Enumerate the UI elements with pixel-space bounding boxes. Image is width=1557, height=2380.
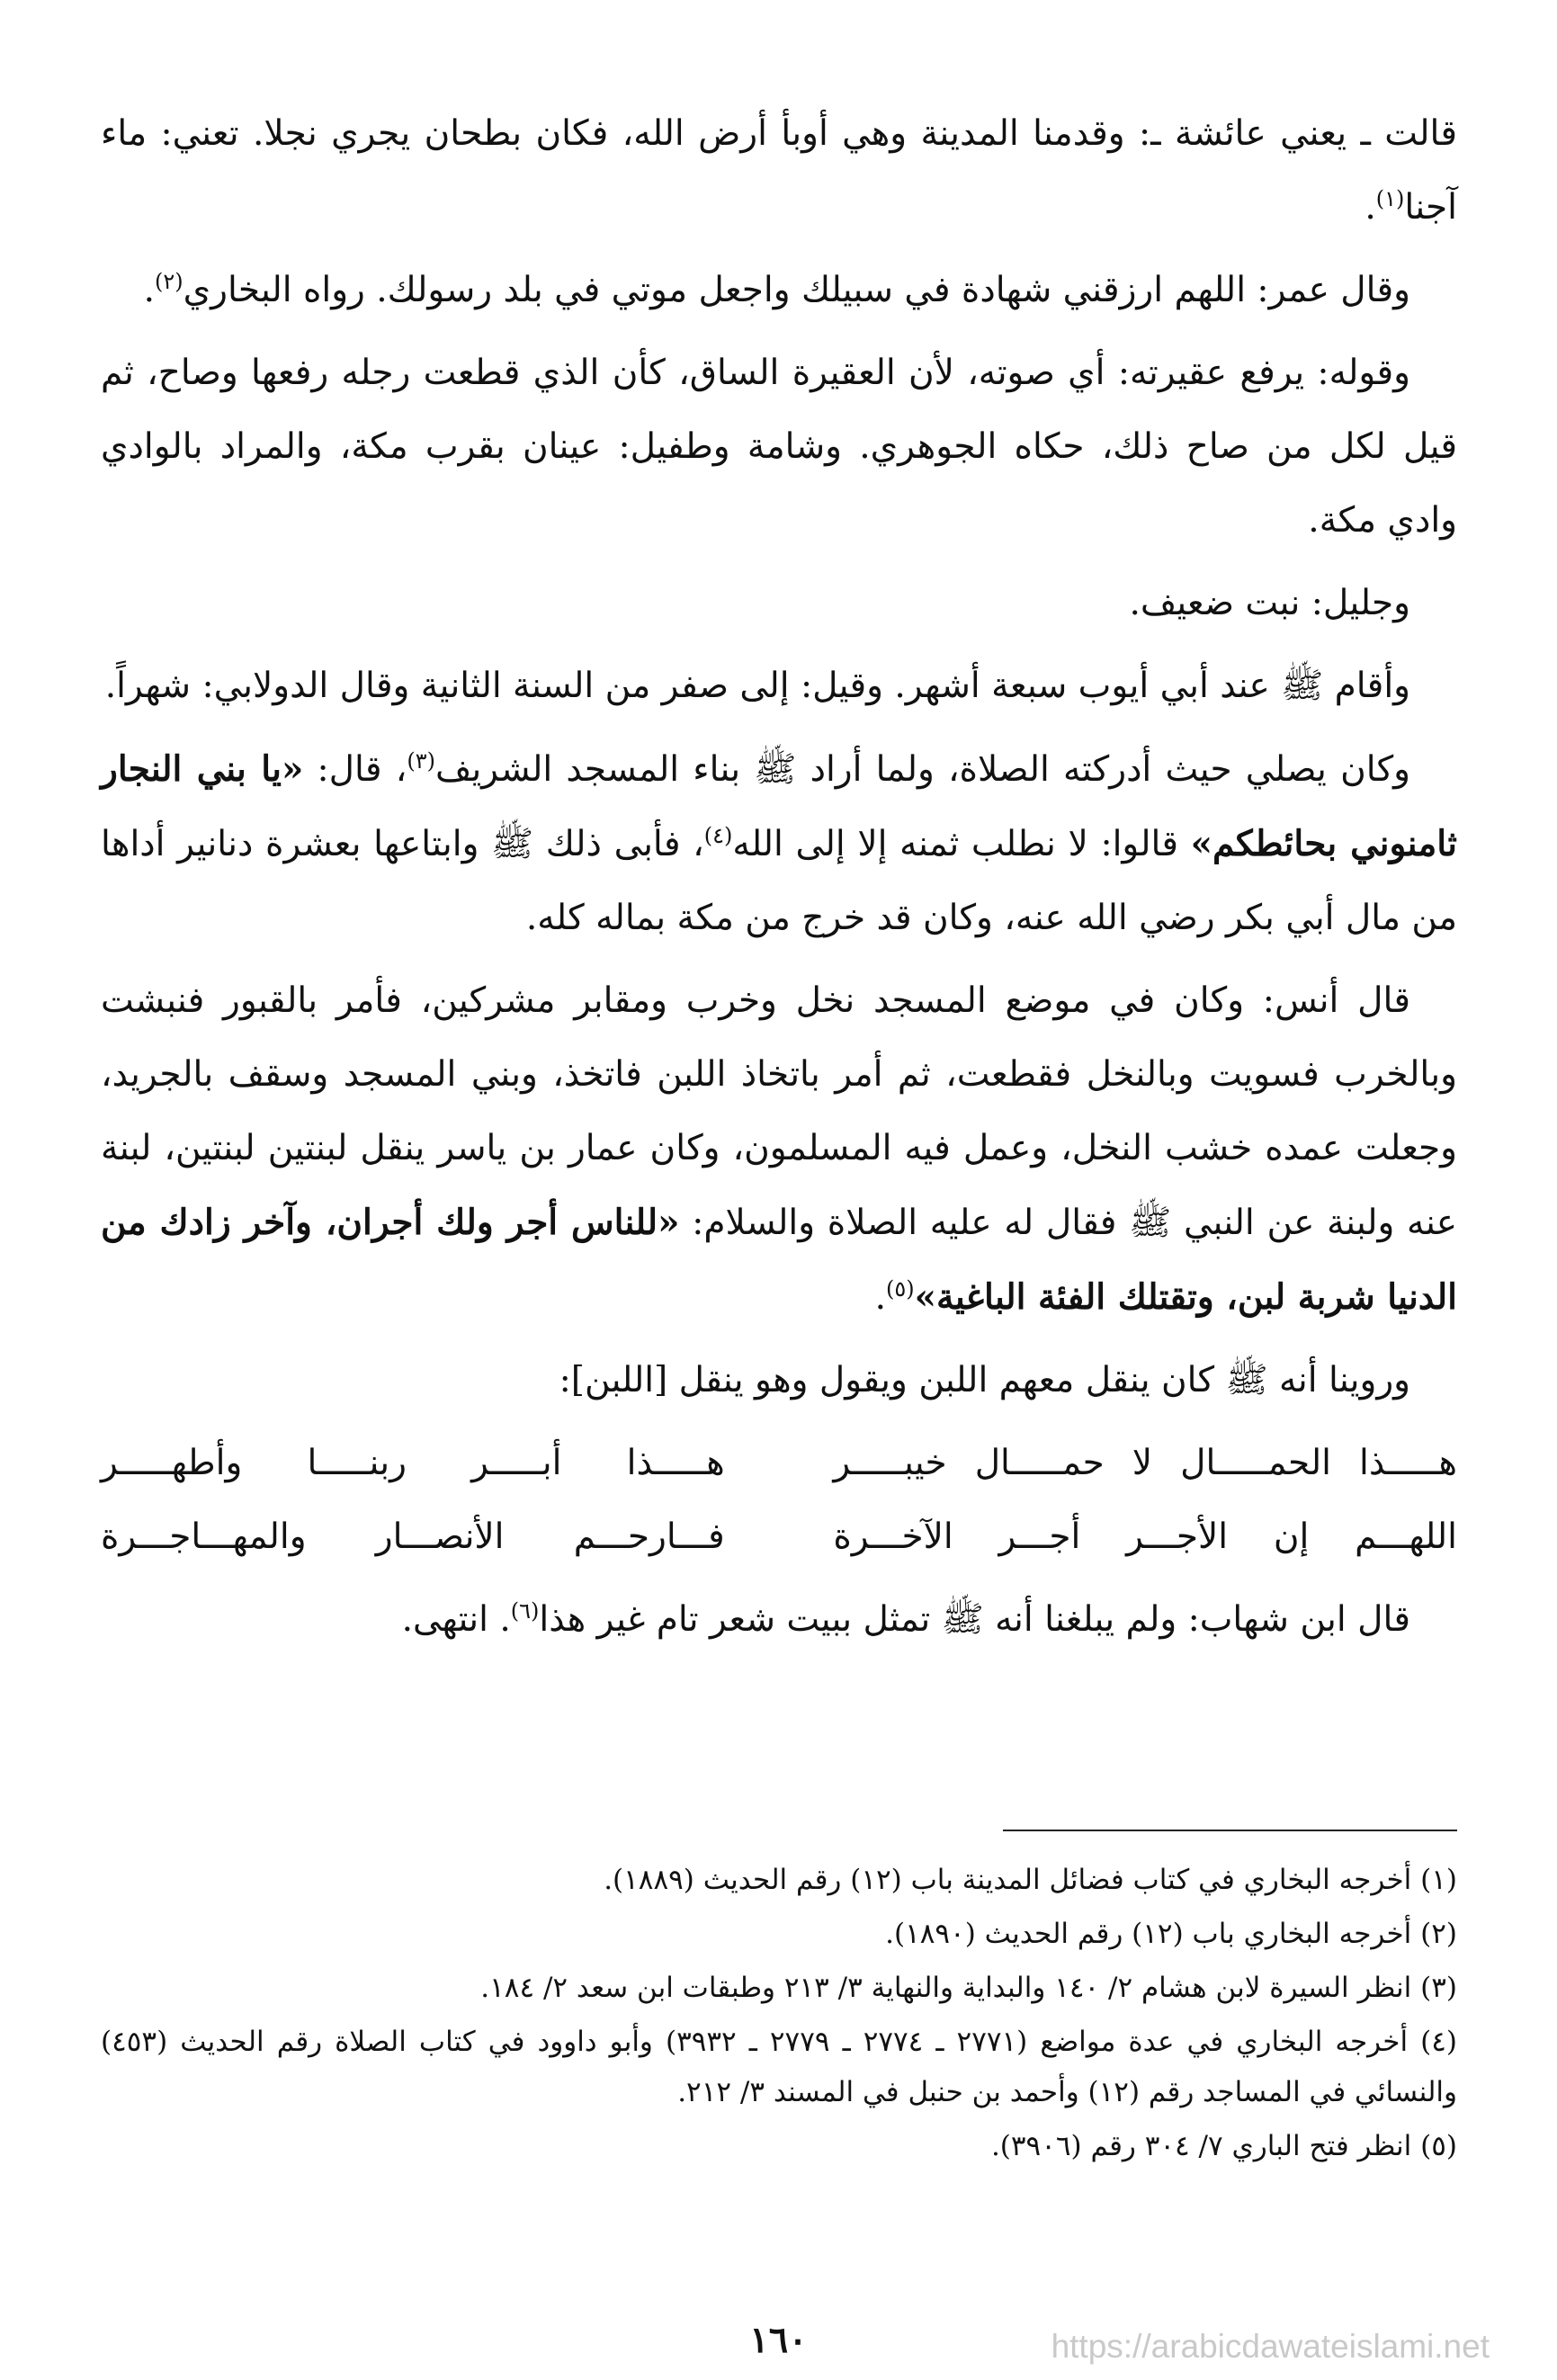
poem-hemistich-second: فـــارحـــم الأنصـــار والمهـــاجـــرة bbox=[101, 1517, 725, 1557]
paragraph bbox=[101, 336, 1457, 558]
footnote-marker: (٢) bbox=[155, 269, 183, 294]
footnote-marker: (٦) bbox=[510, 1598, 540, 1624]
paragraph-text: ، قال: bbox=[303, 749, 407, 790]
footnote-marker: (٥) bbox=[885, 1276, 915, 1302]
watermark-url: https://arabicdawateislami.net bbox=[1051, 2328, 1490, 2365]
paragraph-text: وأقام ﷺ عند أبي أيوب سبعة أشهر. وقيل: إلى صفر من السنة الثانية وقال الدولابي: شهراً. bbox=[104, 666, 1410, 706]
hadith-quote: «للناس أجر ولك أجران، وآخر زادك من الدنيا شربة لبن، وتقتلك الفئة الباغية» bbox=[101, 1202, 1457, 1318]
paragraph-end: . bbox=[1365, 187, 1376, 228]
footnote: (٤) أخرجه البخاري في عدة مواضع (٢٧٧١ ـ ٢٧٧٤ ـ ٢٧٧٩ ـ ٣٩٣٢) وأبو داوود في كتاب الصلاة رقم الحديث (٤٥٣) والنسائي في المساجد رقم (١٢) وأحمد بن حنبل في المسند ٣/ ٢١٢. bbox=[101, 2026, 1457, 2108]
poem bbox=[101, 1427, 1457, 1574]
paragraph bbox=[101, 1583, 1457, 1657]
paragraph bbox=[101, 732, 1457, 955]
footnotes bbox=[101, 1855, 1457, 2175]
paragraph bbox=[101, 964, 1457, 1335]
paragraph-text: ، فأبى ذلك ﷺ وابتاعها بعشرة دنانير أداها من مال أبي بكر رضي الله عنه، وكان قد خرج من مكة بماله كله. bbox=[101, 824, 1457, 938]
poem-hemistich-first: اللهـــم إن الأجـــر أجـــر الآخـــرة bbox=[833, 1517, 1457, 1557]
footnote: (٢) أخرجه البخاري باب (١٢) رقم الحديث (١٨٩٠). bbox=[885, 1918, 1457, 1950]
paragraph-end: . انتهى. bbox=[401, 1599, 511, 1640]
footnote: (١) أخرجه البخاري في كتاب فضائل المدينة باب (١٢) رقم الحديث (١٨٨٩). bbox=[604, 1864, 1457, 1896]
footnote-divider bbox=[1003, 1830, 1457, 1831]
paragraph bbox=[101, 254, 1457, 327]
page-number: ١٦٠ bbox=[749, 2319, 808, 2361]
poem-hemistich-first: هـــــذا الحمـــــال لا حمـــــال خيبـــــر bbox=[833, 1443, 1457, 1483]
poem-line bbox=[101, 1500, 1457, 1574]
poem-line bbox=[101, 1427, 1457, 1500]
paragraph-text: وجليل: نبت ضعيف. bbox=[1129, 583, 1410, 623]
paragraph-end: . bbox=[143, 270, 155, 310]
paragraph bbox=[101, 567, 1457, 640]
footnote-marker: (٣) bbox=[407, 748, 435, 774]
paragraph-end: . bbox=[874, 1277, 886, 1318]
paragraph-text: قالوا: لا نطلب ثمنه إلا إلى الله bbox=[732, 824, 1191, 864]
hadith-quote: «يا بني النجار ثامنوني بحائطكم» bbox=[101, 748, 1458, 864]
paragraph-text: قالت ـ يعني عائشة ـ: وقدمنا المدينة وهي أوبأ أرض الله، فكان بطحان يجري نجلا. تعني: ماء آجنا bbox=[101, 113, 1457, 228]
paragraph-text: وكان يصلي حيث أدركته الصلاة، ولما أراد ﷺ بناء المسجد الشريف bbox=[434, 749, 1410, 790]
footnote-marker: (٤) bbox=[703, 823, 733, 848]
poem-hemistich-second: هـــــذا أبـــــر ربنـــــا وأطهـــــر bbox=[101, 1443, 725, 1483]
paragraph bbox=[101, 1344, 1457, 1418]
paragraph-text: وقوله: يرفع عقيرته: أي صوته، لأن العقيرة الساق، كأن الذي قطعت رجله رفعها وصاح، ثم قيل لكل من صاح ذلك، حكاه الجوهري. وشامة وطفيل: عينان بقرب مكة، والمراد بالوادي وادي مكة. bbox=[101, 353, 1457, 541]
paragraph-text: وقال عمر: اللهم ارزقني شهادة في سبيلك واجعل موتي في بلد رسولك. رواه البخاري bbox=[183, 270, 1410, 310]
main-text bbox=[101, 97, 1457, 1666]
footnote: (٣) انظر السيرة لابن هشام ٢/ ١٤٠ والبداية والنهاية ٣/ ٢١٣ وطبقات ابن سعد ٢/ ١٨٤. bbox=[480, 1972, 1457, 2004]
paragraph-text: قال ابن شهاب: ولم يبلغنا أنه ﷺ تمثل ببيت شعر تام غير هذا bbox=[539, 1599, 1410, 1640]
footnote: (٥) انظر فتح الباري ٧/ ٣٠٤ رقم (٣٩٠٦). bbox=[990, 2130, 1457, 2162]
paragraph bbox=[101, 97, 1457, 245]
paragraph bbox=[101, 649, 1457, 723]
footnote-marker: (١) bbox=[1375, 186, 1405, 211]
paragraph-text: وروينا أنه ﷺ كان ينقل معهم اللبن ويقول وهو ينقل [اللبن]: bbox=[559, 1360, 1410, 1400]
paragraph-text: قال أنس: وكان في موضع المسجد نخل وخرب ومقابر مشركين، فأمر بالقبور فنبشت وبالخرب فسويت وبالنخل فقطعت، ثم أمر باتخاذ اللبن فاتخذ، وبني المسجد وسقف بالجريد، وجعلت عمده خشب النخل، وعمل فيه المسلمون، وكان عمار بن ياسر ينقل لبنتين لبنتين، لبنة عنه ولبنة عن النبي ﷺ فقال له عليه الصلاة والسلام: bbox=[101, 980, 1457, 1243]
